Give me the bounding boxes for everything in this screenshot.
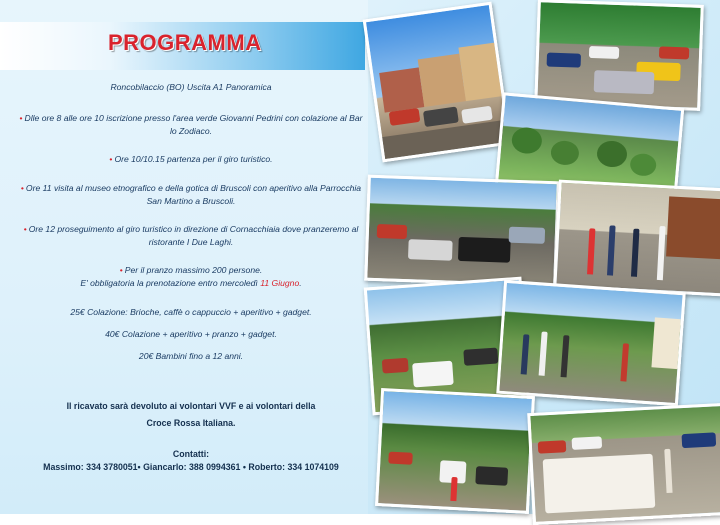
- donation-note: Il ricavato sarà devoluto ai volontari VVF e ai volontari della Croce Rossa Italiana.: [66, 401, 316, 428]
- schedule-text: Ore 10/10.15 partenza per il giro turistico.: [114, 154, 273, 164]
- lunch-line-1: • Per il pranzo massimo 200 persone.: [119, 265, 263, 275]
- price-item-2: 40€ Colazione + aperitivo + pranzo + gadget.: [105, 329, 277, 339]
- price-item-3: 20€ Bambini fino a 12 anni.: [138, 351, 244, 361]
- program-title: PROGRAMMA: [108, 30, 262, 55]
- contacts-heading: Contatti:: [172, 449, 210, 459]
- bullet-icon: •: [109, 154, 113, 164]
- price-item-1: 25€ Colazione: Brioche, caffè o cappuccio + aperitivo + gadget.: [70, 307, 312, 317]
- lunch-info: [18, 264, 364, 290]
- schedule-text: Dlle ore 8 alle ore 10 iscrizione presso l'area verde Giovanni Pedrini con colazione al Bar lo Zodiaco.: [24, 113, 363, 136]
- photo-cars-road: [364, 175, 560, 288]
- lunch-line-2: E' obbligatoria la prenotazione entro mercoledì 11 Giugno.: [80, 278, 302, 288]
- contacts-line: Massimo: 334 3780051• Giancarlo: 388 0994361 • Roberto: 334 1074109: [43, 462, 339, 472]
- photo-crowd: [496, 280, 686, 406]
- schedule-item-4: [18, 223, 364, 249]
- location-line: Roncobilaccio (BO) Uscita A1 Panoramica: [110, 82, 272, 92]
- schedule-item-2: [18, 153, 364, 166]
- photo-road-cars: [375, 388, 535, 514]
- booking-deadline: 11 Giugno: [260, 278, 300, 288]
- schedule-text: Ore 12 proseguimento al giro turistico in direzione di Cornacchiaia dove pranzeremo al ristorante I Due Laghi.: [28, 224, 359, 247]
- bullet-icon: •: [119, 265, 123, 275]
- photo-convertible: [527, 403, 720, 525]
- contacts: [18, 448, 364, 474]
- schedule-item-3: [18, 182, 364, 208]
- bullet-icon: •: [20, 183, 24, 193]
- photo-parking-lot: [534, 0, 704, 111]
- photo-town-square: [363, 2, 512, 163]
- bullet-icon: •: [23, 224, 27, 234]
- schedule-item-1: [18, 112, 364, 138]
- schedule-text: Ore 11 visita al museo etnografico e della gotica di Bruscoli con aperitivo alla Parrocchia San Martino a Bruscoli.: [25, 183, 362, 206]
- bullet-icon: •: [19, 113, 23, 123]
- photo-people-group: [553, 180, 720, 297]
